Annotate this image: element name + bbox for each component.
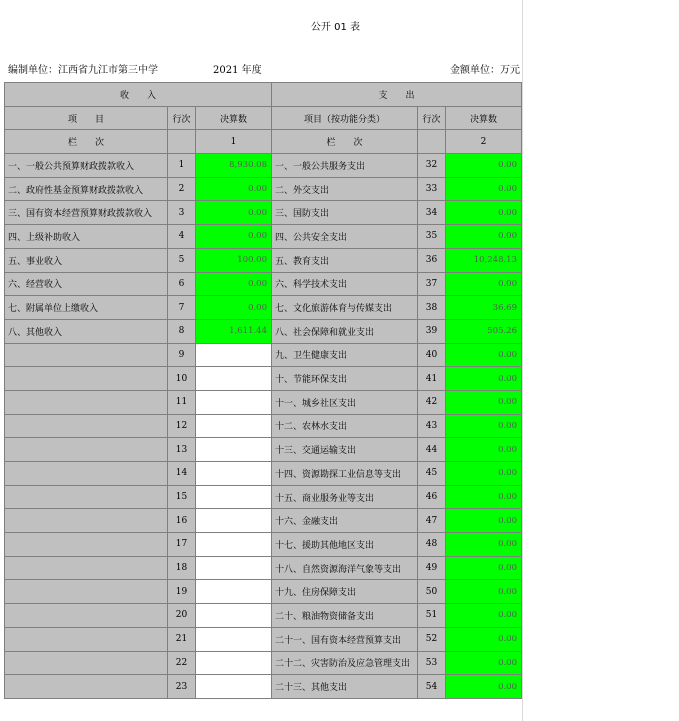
table-row <box>5 627 522 651</box>
income-amount <box>196 651 272 675</box>
income-amount <box>196 580 272 604</box>
expense-row-no: 41 <box>418 367 446 391</box>
income-amount: 0.00 <box>196 296 272 320</box>
column-index-row <box>5 130 522 154</box>
income-item: 八、其他收入 <box>5 319 168 343</box>
blank-cell <box>168 130 196 154</box>
form-number: 公开 01 表 <box>310 22 360 33</box>
expense-row-no: 40 <box>418 343 446 367</box>
income-row-no: 19 <box>168 580 196 604</box>
income-item <box>5 390 168 414</box>
expense-row-no: 48 <box>418 533 446 557</box>
income-amount: 0.00 <box>196 201 272 225</box>
page-edge <box>522 0 523 721</box>
table-row <box>5 367 522 391</box>
income-item <box>5 651 168 675</box>
expense-lanci-label: 栏 次 <box>272 130 418 154</box>
income-row-no: 15 <box>168 485 196 509</box>
income-row-no: 2 <box>168 177 196 201</box>
income-amount <box>196 556 272 580</box>
expense-row-no: 53 <box>418 651 446 675</box>
income-row-no: 1 <box>168 154 196 178</box>
expense-row-no: 39 <box>418 319 446 343</box>
expense-amount: 0.00 <box>446 343 522 367</box>
income-amount <box>196 390 272 414</box>
expense-amount: 36.69 <box>446 296 522 320</box>
table-row <box>5 414 522 438</box>
expense-amount: 0.00 <box>446 533 522 557</box>
expense-row-no: 35 <box>418 225 446 249</box>
table-row <box>5 390 522 414</box>
income-item: 二、政府性基金预算财政拨款收入 <box>5 177 168 201</box>
expense-row-no: 36 <box>418 248 446 272</box>
income-amount <box>196 414 272 438</box>
income-row-no: 13 <box>168 438 196 462</box>
expense-row-no: 34 <box>418 201 446 225</box>
income-row-no: 18 <box>168 556 196 580</box>
income-row-no: 8 <box>168 319 196 343</box>
table-row <box>5 438 522 462</box>
income-row-no: 21 <box>168 627 196 651</box>
blank-cell <box>418 130 446 154</box>
table-row <box>5 533 522 557</box>
expense-amount: 0.00 <box>446 154 522 178</box>
income-row-no: 20 <box>168 604 196 628</box>
expense-row-no: 44 <box>418 438 446 462</box>
organization-label: 编制单位：江西省九江市第三中学 <box>8 65 158 76</box>
expense-section-header: 支 出 <box>272 83 522 107</box>
expense-amount: 0.00 <box>446 272 522 296</box>
income-item <box>5 604 168 628</box>
table-row <box>5 201 522 225</box>
table-row <box>5 225 522 249</box>
income-amount <box>196 627 272 651</box>
income-amount <box>196 509 272 533</box>
income-row-no: 3 <box>168 201 196 225</box>
income-row-no: 9 <box>168 343 196 367</box>
table-row <box>5 343 522 367</box>
expense-item: 二十三、其他支出 <box>272 675 418 699</box>
income-section-header: 收 入 <box>5 83 272 107</box>
table-row <box>5 580 522 604</box>
income-amount <box>196 604 272 628</box>
income-amount <box>196 533 272 557</box>
table-row <box>5 509 522 533</box>
income-item <box>5 627 168 651</box>
income-lanci-label: 栏 次 <box>5 130 168 154</box>
income-item <box>5 367 168 391</box>
income-row-no: 23 <box>168 675 196 699</box>
expense-amount: 0.00 <box>446 177 522 201</box>
income-row-no: 12 <box>168 414 196 438</box>
expense-amount: 0.00 <box>446 556 522 580</box>
income-row-no: 16 <box>168 509 196 533</box>
income-amount: 100.00 <box>196 248 272 272</box>
expense-amount: 0.00 <box>446 627 522 651</box>
expense-row-no: 33 <box>418 177 446 201</box>
expense-row-no: 32 <box>418 154 446 178</box>
expense-item: 十七、援助其他地区支出 <box>272 533 418 557</box>
expense-row-no: 49 <box>418 556 446 580</box>
table-row <box>5 604 522 628</box>
expense-item: 十三、交通运输支出 <box>272 438 418 462</box>
expense-item: 四、公共安全支出 <box>272 225 418 249</box>
expense-item: 十八、自然资源海洋气象等支出 <box>272 556 418 580</box>
expense-item: 十五、商业服务业等支出 <box>272 485 418 509</box>
fiscal-year: 2021 年度 <box>213 65 262 76</box>
income-item <box>5 438 168 462</box>
table-row <box>5 485 522 509</box>
table-row <box>5 462 522 486</box>
table-row <box>5 651 522 675</box>
expense-item: 十六、金融支出 <box>272 509 418 533</box>
expense-item: 十四、资源勘探工业信息等支出 <box>272 462 418 486</box>
income-amount <box>196 438 272 462</box>
income-column-number: 1 <box>196 130 272 154</box>
expense-amount: 0.00 <box>446 651 522 675</box>
income-item <box>5 343 168 367</box>
expense-amount: 10,248.13 <box>446 248 522 272</box>
expense-item: 二、外交支出 <box>272 177 418 201</box>
income-amount: 0.00 <box>196 177 272 201</box>
income-amount: 8,930.08 <box>196 154 272 178</box>
expense-item: 十九、住房保障支出 <box>272 580 418 604</box>
expense-row-no: 43 <box>418 414 446 438</box>
expense-amount: 0.00 <box>446 509 522 533</box>
income-item <box>5 414 168 438</box>
expense-amount: 0.00 <box>446 414 522 438</box>
expense-amount: 0.00 <box>446 438 522 462</box>
income-amount-header: 决算数 <box>196 106 272 130</box>
income-amount <box>196 462 272 486</box>
income-item: 五、事业收入 <box>5 248 168 272</box>
table-row <box>5 556 522 580</box>
expense-item: 二十一、国有资本经营预算支出 <box>272 627 418 651</box>
expense-item: 十一、城乡社区支出 <box>272 390 418 414</box>
income-item <box>5 675 168 699</box>
table-row <box>5 319 522 343</box>
income-amount: 0.00 <box>196 272 272 296</box>
income-row-no: 22 <box>168 651 196 675</box>
income-row-no: 4 <box>168 225 196 249</box>
expense-amount: 0.00 <box>446 201 522 225</box>
expense-row-no: 42 <box>418 390 446 414</box>
income-item <box>5 533 168 557</box>
expense-amount: 0.00 <box>446 225 522 249</box>
income-item: 六、经营收入 <box>5 272 168 296</box>
expense-amount: 0.00 <box>446 485 522 509</box>
expense-row-no: 37 <box>418 272 446 296</box>
section-header-row <box>5 83 522 107</box>
income-amount <box>196 367 272 391</box>
amount-unit: 金额单位：万元 <box>450 65 520 76</box>
income-item: 三、国有资本经营预算财政拨款收入 <box>5 201 168 225</box>
income-item <box>5 556 168 580</box>
income-expense-table <box>4 82 522 699</box>
income-row-no: 14 <box>168 462 196 486</box>
expense-item-header: 项目（按功能分类） <box>272 106 418 130</box>
income-row-no: 10 <box>168 367 196 391</box>
income-item <box>5 485 168 509</box>
expense-amount: 0.00 <box>446 604 522 628</box>
expense-row-no: 54 <box>418 675 446 699</box>
expense-amount: 0.00 <box>446 390 522 414</box>
income-row-no: 17 <box>168 533 196 557</box>
expense-item: 二十、粮油物资储备支出 <box>272 604 418 628</box>
income-row-no: 7 <box>168 296 196 320</box>
expense-item: 二十二、灾害防治及应急管理支出 <box>272 651 418 675</box>
expense-row-no: 46 <box>418 485 446 509</box>
table-row <box>5 248 522 272</box>
income-amount: 0.00 <box>196 225 272 249</box>
expense-item: 七、文化旅游体育与传媒支出 <box>272 296 418 320</box>
expense-item: 一、一般公共服务支出 <box>272 154 418 178</box>
income-item <box>5 580 168 604</box>
expense-column-number: 2 <box>446 130 522 154</box>
expense-amount: 0.00 <box>446 462 522 486</box>
income-row-no: 6 <box>168 272 196 296</box>
expense-amount: 505.26 <box>446 319 522 343</box>
income-amount <box>196 343 272 367</box>
expense-item: 三、国防支出 <box>272 201 418 225</box>
expense-item: 五、教育支出 <box>272 248 418 272</box>
income-amount: 1,611.44 <box>196 319 272 343</box>
expense-row-no: 51 <box>418 604 446 628</box>
income-item: 一、一般公共预算财政拨款收入 <box>5 154 168 178</box>
income-item: 四、上级补助收入 <box>5 225 168 249</box>
income-amount <box>196 485 272 509</box>
expense-item: 十、节能环保支出 <box>272 367 418 391</box>
income-row-no: 11 <box>168 390 196 414</box>
column-header-row <box>5 106 522 130</box>
expense-row-no-header: 行次 <box>418 106 446 130</box>
expense-amount-header: 决算数 <box>446 106 522 130</box>
income-row-no: 5 <box>168 248 196 272</box>
table-row <box>5 296 522 320</box>
income-row-no-header: 行次 <box>168 106 196 130</box>
expense-item: 九、卫生健康支出 <box>272 343 418 367</box>
table-row <box>5 675 522 699</box>
table-row <box>5 177 522 201</box>
expense-item: 八、社会保障和就业支出 <box>272 319 418 343</box>
expense-amount: 0.00 <box>446 367 522 391</box>
expense-amount: 0.00 <box>446 675 522 699</box>
table-row <box>5 272 522 296</box>
expense-item: 十二、农林水支出 <box>272 414 418 438</box>
income-item <box>5 509 168 533</box>
table-row <box>5 154 522 178</box>
expense-item: 六、科学技术支出 <box>272 272 418 296</box>
income-item <box>5 462 168 486</box>
expense-row-no: 47 <box>418 509 446 533</box>
expense-row-no: 38 <box>418 296 446 320</box>
income-item: 七、附属单位上缴收入 <box>5 296 168 320</box>
expense-row-no: 50 <box>418 580 446 604</box>
expense-row-no: 45 <box>418 462 446 486</box>
expense-amount: 0.00 <box>446 580 522 604</box>
expense-row-no: 52 <box>418 627 446 651</box>
income-item-header: 项 目 <box>5 106 168 130</box>
income-amount <box>196 675 272 699</box>
